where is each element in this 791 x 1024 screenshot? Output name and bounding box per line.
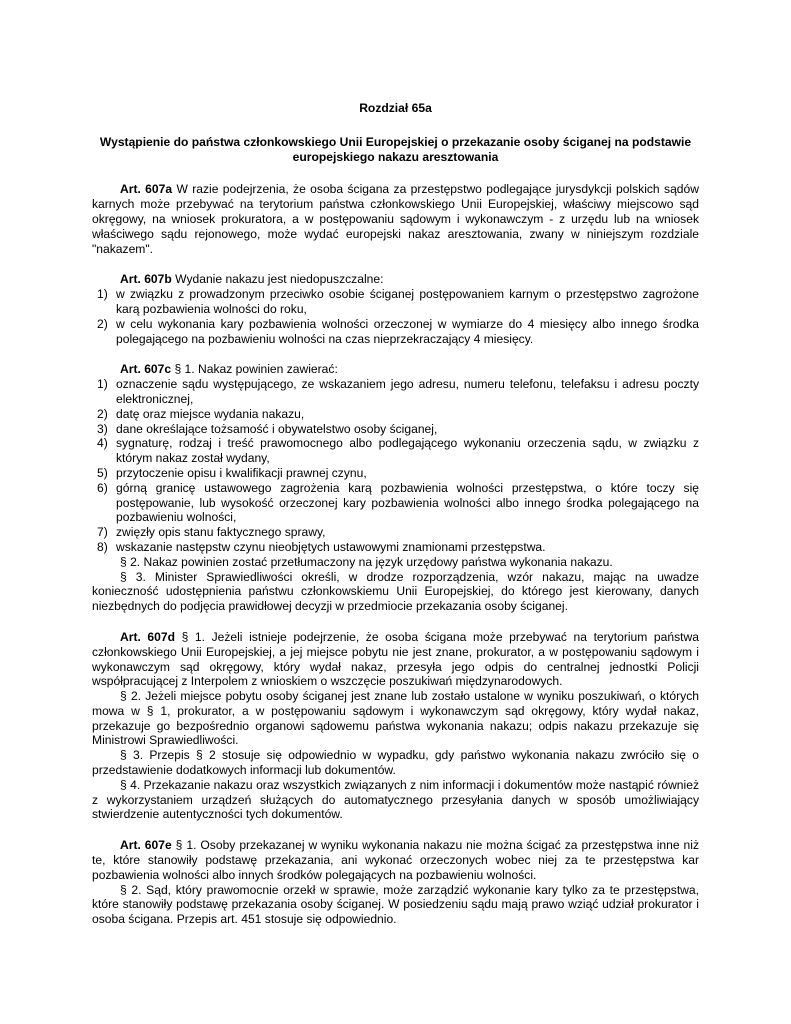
article-607b [92,272,699,346]
article-607c-para-3: § 3. Minister Sprawiedliwości określi, w drodze rozporządzenia, wzór nakazu, mając na uwadze konieczność udostępnienia państwu członkowskiemu Unii Europejskiej, do którego jest kierowany, danych niezbędnych do podjęcia prawidłowej decyzji w przedmiocie przekazania osoby ściganej. [92,569,699,614]
list-item [92,466,699,481]
list-item-number: 8) [97,539,108,554]
list-item [92,481,699,525]
list-item [92,317,699,347]
list-item-number: 6) [97,480,108,495]
list-item-number: 2) [97,406,108,421]
article-607e-label: Art. 607e [120,838,172,853]
article-607e [92,838,699,927]
list-item-number: 5) [97,465,108,480]
article-607b-list [92,287,699,346]
list-item [92,287,699,317]
article-607b-body: Wydanie nakazu jest niedopuszczalne: [175,272,384,287]
list-item-number: 2) [97,316,108,331]
article-607a-text [92,182,699,256]
list-item-text: wskazanie następstw czynu nieobjętych ustawowymi znamionami przestępstwa. [116,539,546,554]
list-item [92,407,699,422]
article-607c-para-2: § 2. Nakaz powinien zostać przetłumaczony na język urzędowy państwa wykonania nakazu. [120,554,613,569]
chapter-title: Wystąpienie do państwa członkowskiego Unii Europejskiej o przekazanie osoby ściganej na podstawie europejskiego nakazu aresztowania [99,134,692,164]
list-item-number: 4) [97,436,108,451]
article-607e-body: § 1. Osoby przekazanej w wyniku wykonania nakazu nie można ścigać za przestępstwa inne niż te, które stanowiły podstawę przekazania, ani wykonać orzeczonych wobec niej za te przestępstwa kar pozbawienia wolności albo innych środków polegających na pozbawieniu wolności. [92,838,699,882]
article-607d-para-3: § 3. Przepis § 2 stosuje się odpowiednio w wypadku, gdy państwo wykonania nakazu zwróciło się o przedstawienie dodatkowych informacji lub dokumentów. [92,748,699,778]
list-item-text: górną granicę ustawowego zagrożenia karą pozbawienia wolności przestępstwa, o które toczy się postępowanie, lub wysokość orzeczonej kary pozbawienia wolności albo innego środka polegającego na pozbawieniu wolności, [116,480,699,525]
list-item [92,540,699,555]
list-item-text: oznaczenie sądu występującego, ze wskazaniem jego adresu, numeru telefonu, telefaksu i adresu poczty elektronicznej, [116,377,699,406]
list-item-text: dane określające tożsamość i obywatelstwo osoby ściganej, [116,421,438,436]
list-item-text: w związku z prowadzonym przeciwko osobie ściganej postępowaniem karnym o przestępstwo zagrożone karą pozbawienia wolności do roku, [116,287,699,316]
article-607a-label: Art. 607a [120,182,173,197]
article-607d-text [92,630,699,689]
list-item [92,377,699,407]
article-607d-label: Art. 607d [120,629,175,644]
article-607b-text [92,272,699,287]
article-607d-para-4: § 4. Przekazanie nakazu oraz wszystkich związanych z nim informacji i dokumentów może nastąpić również z wykorzystaniem urządzeń służących do automatycznego przesyłania danych w sposób umożliwiający stwierdzenie autentyczności tych dokumentów. [92,777,699,822]
list-item-text: datę oraz miejsce wydania nakazu, [116,406,305,421]
list-item-text: sygnaturę, rodzaj i treść prawomocnego albo podlegającego wykonaniu orzeczenia sądu, w związku z którym nakaz został wydany, [116,436,699,466]
list-item-number: 7) [97,525,108,540]
article-607d-para-2: § 2. Jeżeli miejsce pobytu osoby ściganej jest znane lub zostało ustalone w wyniku poszukiwań, o których mowa w § 1, prokurator, a w postępowaniu sądowym i wykonawczym sąd okręgowy, który wydał nakaz, przekazuje go bezpośrednio organowi sądowemu państwa wykonania nakazu; odpis nakazu przekazuje się Ministrowi Sprawiedliwości. [92,689,699,748]
article-607e-text [92,838,699,882]
document-body [92,101,699,927]
article-607a-body: W razie podejrzenia, że osoba ścigana za przestępstwo podlegające jurysdykcji polskich sądów karnych może przebywać na terytorium państwa członkowskiego Unii Europejskiej, właściwy miejscowo sąd okręgowy, na wniosek prokuratora, a w postępowaniu sądowym i wykonawczym - z urzędu lub na wniosek właściwego sądu rejonowego, może wydać europejski nakaz aresztowania, zwany w niniejszym rozdziale "nakazem". [92,182,699,256]
article-607d-body: § 1. Jeżeli istnieje podejrzenie, że osoba ścigana może przebywać na terytorium państwa członkowskiego Unii Europejskiej, a jej miejsce pobytu nie jest znane, prokurator, a w postępowaniu sądowym i wykonawczym sąd okręgowy, który wydał nakaz, przesyła jego odpis do centralnej jednostki Policji współpracującej z Interpolem z wnioskiem o wszczęcie poszukiwań międzynarodowych. [92,629,699,689]
article-607c-body: § 1. Nakaz powinien zawierać: [174,362,338,377]
article-607a [92,182,699,256]
list-item-number: 1) [97,377,108,392]
list-item-number: 1) [97,287,108,302]
article-607c-text [92,362,699,377]
article-607c-list [92,377,699,555]
list-item [92,422,699,437]
article-607d [92,630,699,822]
chapter-heading: Rozdział 65a [359,101,432,115]
list-item [92,525,699,540]
list-item-number: 3) [97,421,108,436]
article-607c-label: Art. 607c [120,362,172,377]
list-item-text: w celu wykonania kary pozbawienia wolności orzeczonej w wymiarze do 4 miesięcy albo innego środka polegającego na pozbawieniu wolności na czas nieprzekraczający 4 miesięcy. [116,316,699,346]
article-607c [92,362,699,614]
article-607e-para-2: § 2. Sąd, który prawomocnie orzekł w sprawie, może zarządzić wykonanie kary tylko za te przestępstwa, które stanowiły podstawę przekazania osoby ściganej. W posiedzeniu sądu mają prawo wziąć udział prokurator i osoba ścigana. Przepis art. 451 stosuje się odpowiednio. [92,882,699,927]
list-item-text: przytoczenie opisu i kwalifikacji prawnej czynu, [116,465,367,480]
list-item-text: zwięzły opis stanu faktycznego sprawy, [116,525,326,540]
article-607b-label: Art. 607b [120,272,172,287]
list-item [92,436,699,466]
